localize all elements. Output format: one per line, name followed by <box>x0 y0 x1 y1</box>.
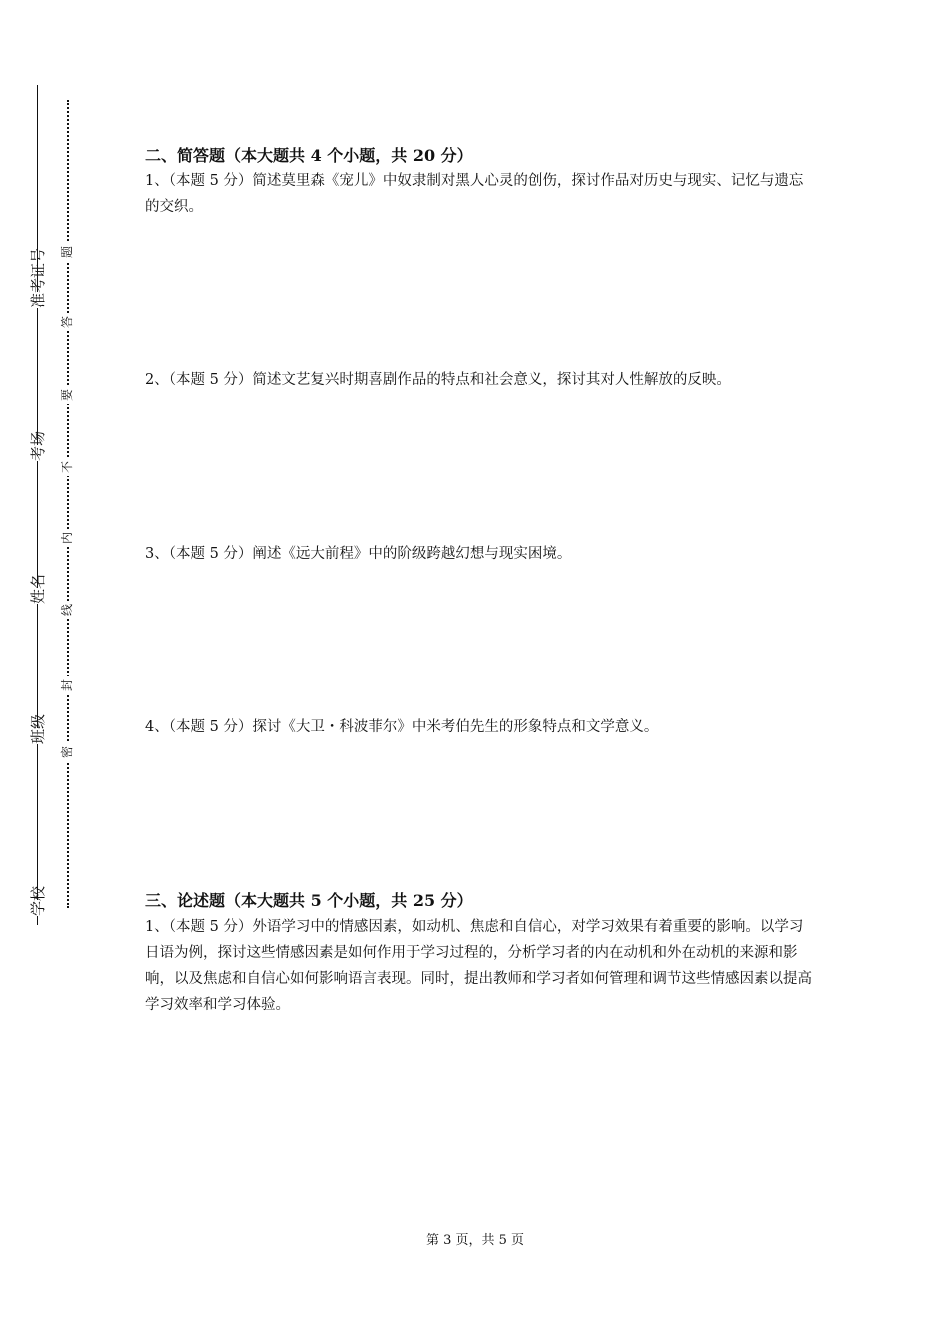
exam-room-label: 考场 <box>29 430 47 461</box>
class-label: 班级 <box>29 713 47 744</box>
question-3-1: 1、（本题 5 分）外语学习中的情感因素，如动机、焦虑和自信心，对学习效果有着重要的影响。以学习日语为例，探讨这些情感因素是如何作用于学习过程的，分析学习者的内在动机和外在动机的来源和影响，以及焦虑和自信心如何影响语言表现。同时，提出教师和学习者如何管理和调节这些情感因素以提高学习效率和学习体验。 <box>145 919 812 1013</box>
admission-number-label: 准考证号 <box>29 247 47 308</box>
seal-char: 不 <box>58 458 76 476</box>
question-2-2: 2、（本题 5 分）简述文艺复兴时期喜剧作品的特点和社会意义，探讨其对人性解放的反映。 <box>145 372 731 388</box>
seal-char: 线 <box>58 601 76 619</box>
seal-char: 题 <box>58 243 76 261</box>
binding-solid-line <box>37 85 38 925</box>
school-label: 学校 <box>29 885 47 916</box>
question-2-4: 4、（本题 5 分）探讨《大卫・科波菲尔》中米考伯先生的形象特点和文学意义。 <box>145 719 659 735</box>
seal-char: 密 <box>58 743 76 761</box>
page-number: 第 3 页，共 5 页 <box>425 1233 525 1248</box>
section-2-title: 二、简答题（本大题共 4 个小题，共 20 分） <box>145 146 473 165</box>
name-label: 姓名 <box>29 573 47 604</box>
seal-char: 内 <box>58 529 76 547</box>
seal-char: 封 <box>58 676 76 694</box>
seal-dotted-line <box>67 100 69 908</box>
seal-char: 答 <box>58 313 76 331</box>
seal-char: 要 <box>58 386 76 404</box>
section-3-title: 三、论述题（本大题共 5 个小题，共 25 分） <box>145 891 473 910</box>
question-2-3: 3、（本题 5 分）阐述《远大前程》中的阶级跨越幻想与现实困境。 <box>145 546 572 562</box>
question-2-1: 1、（本题 5 分）简述莫里森《宠儿》中奴隶制对黑人心灵的创伤，探讨作品对历史与现实、记忆与遗忘的交织。 <box>145 173 804 215</box>
